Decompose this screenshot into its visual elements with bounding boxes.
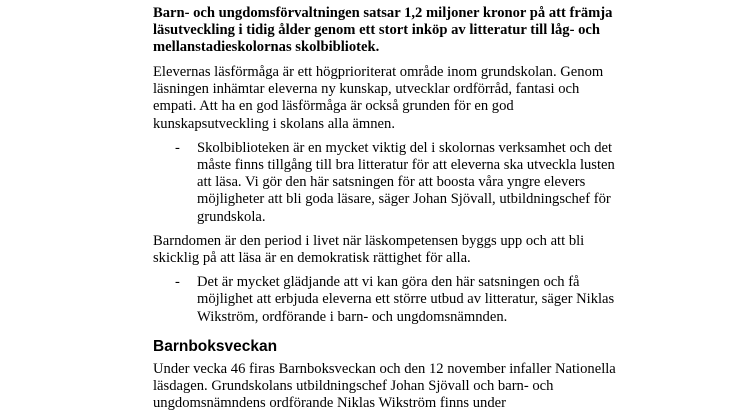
quote-text: Det är mycket glädjande att vi kan göra den här satsningen och få möjlighet att erbjuda eleverna ett större utbud av litteratur, säger Niklas Wikström, ordförande i barn- och ungdomsnämnden. [197, 274, 615, 325]
body-paragraph-2: Barndomen är den period i livet när läskompetensen byggs upp och att bli skicklig på att läsa är en demokratisk rättighet för alla. [153, 232, 585, 267]
quote-niklas-wikstrom [153, 274, 623, 326]
quote-dash: - [175, 139, 180, 156]
quote-text: Skolbiblioteken är en mycket viktig del i skolornas verksamhet och det måste finns tillgång till bra litteratur för att eleverna ska utveckla lusten att läsa. Vi gör den här satsningen för att boosta våra yngre elevers möjligheter att bli goda läsare, säger Johan Sjövall, utbildningschef för grundskola. [197, 139, 615, 225]
article [153, 5, 623, 419]
lead-paragraph: Barn- och ungdomsförvaltningen satsar 1,2 miljoner kronor på att främja läsutveckling i tidig ålder genom ett stort inköp av litteratur till låg- och mellanstadieskolornas skolbibliotek. [153, 5, 613, 55]
quote-dash: - [175, 274, 180, 291]
body-paragraph-3: Under vecka 46 firas Barnboksveckan och den 12 november infaller Nationella läsdagen. Grundskolans utbildningschef Johan Sjövall och barn- och ungdomsnämndens ordförande Niklas Wikström finns under [153, 360, 616, 412]
quote-johan-sjovall [153, 140, 623, 226]
body-paragraph-1: Elevernas läsförmåga är ett högprioriterat område inom grundskolan. Genom läsningen inhämtar eleverna ny kunskap, utvecklar ordförråd, fantasi och empati. Att ha en god läsförmåga är också grunden för en god kunskapsutveckling i skolans alla ämnen. [153, 64, 604, 132]
section-heading: Barnboksveckan [153, 337, 278, 355]
